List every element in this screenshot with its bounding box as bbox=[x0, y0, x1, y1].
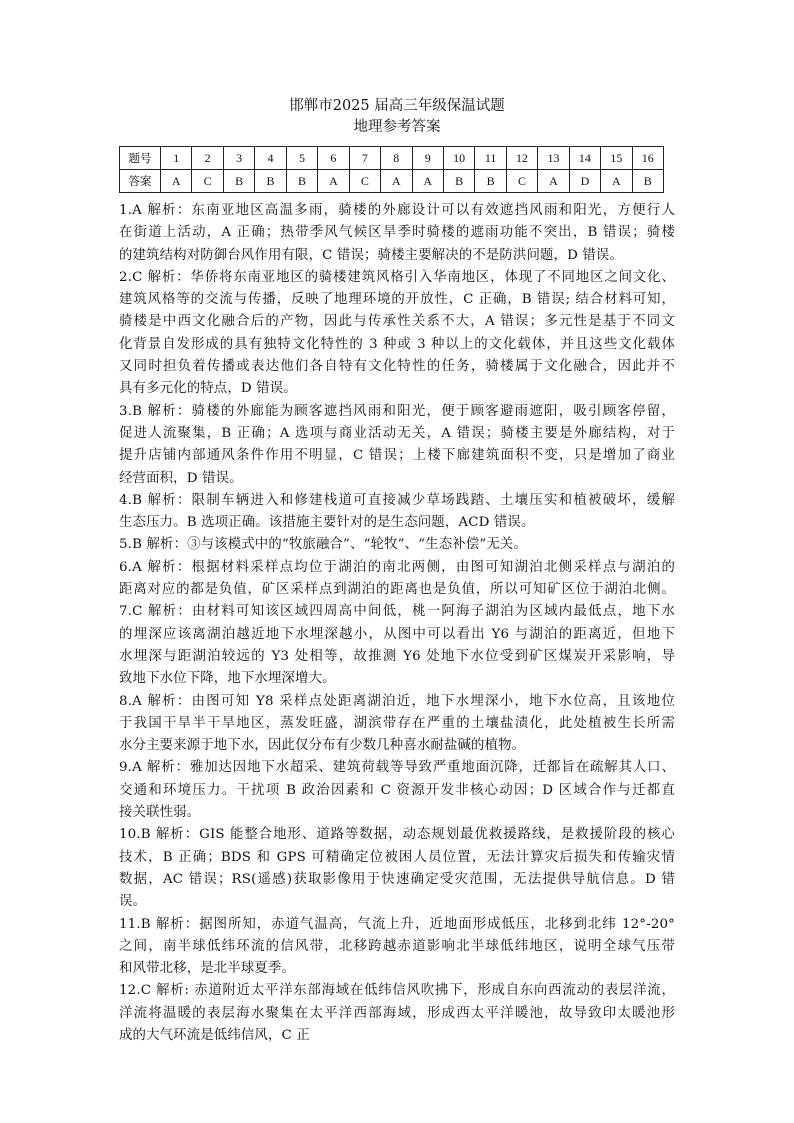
explanation-line: 4.B 解析：限制车辆进入和修建栈道可直接减少草场践踏、土壤压实和植被破坏，缓解 bbox=[119, 492, 675, 508]
question-number-cell: 9 bbox=[412, 147, 443, 170]
question-number-cell: 5 bbox=[286, 147, 317, 170]
row-label-question: 题号 bbox=[120, 147, 161, 170]
page-subtitle: 地理参考答案 bbox=[353, 119, 441, 135]
explanation-line: 于我国干旱半干旱地区，蒸发旺盛，湖滨带存在严重的土壤盐渍化，此处植被生长所需 bbox=[119, 715, 675, 731]
question-number-cell: 4 bbox=[255, 147, 286, 170]
explanation-line: 水埋深与距湖泊较远的 Y3 处相等，故推测 Y6 处地下水位受到矿区煤炭开采影响，导 bbox=[119, 648, 675, 664]
explanation-line: 3.B 解析：骑楼的外廊能为顾客遮挡风雨和阳光，便于顾客避雨遮阳，吸引顾客停留， bbox=[119, 403, 675, 419]
explanation-line: 致地下水位下降，地下水埋深增大。 bbox=[119, 671, 336, 687]
explanation-line: 生态压力。B 选项正确。该措施主要针对的是生态问题，ACD 错误。 bbox=[119, 515, 535, 531]
answer-cell: B bbox=[286, 170, 317, 193]
question-number-cell: 12 bbox=[506, 147, 537, 170]
answer-row bbox=[120, 170, 664, 193]
explanation-line: 数据，AC 错误；RS(遥感)获取影像用于快速确定受灾范围，无法提供导航信息。D 错 bbox=[119, 871, 675, 887]
answer-explanations bbox=[119, 200, 675, 1047]
answer-cell: A bbox=[538, 170, 569, 193]
answer-cell: B bbox=[632, 170, 663, 193]
question-number-cell: 13 bbox=[538, 147, 569, 170]
explanation-line: 成的大气环流是低纬信风，C 正 bbox=[119, 1027, 310, 1043]
explanation-line: 距离对应的都是负值，矿区采样点到湖泊的距离也是负值，所以可知矿区位于湖泊北侧。 bbox=[119, 582, 675, 598]
answer-cell: A bbox=[318, 170, 349, 193]
explanation-line: 具有多元化的特点，D 错误。 bbox=[119, 381, 297, 397]
question-number-cell: 2 bbox=[192, 147, 223, 170]
explanation-line: 在街道上活动，A 正确；热带季风气候区旱季时骑楼的遮雨功能不突出，B 错误；骑楼 bbox=[119, 225, 675, 241]
explanation-line: 的建筑结构对防御台风作用有限，C 错误；骑楼主要解决的不是防洪问题，D 错误。 bbox=[119, 247, 624, 263]
question-number-row bbox=[120, 147, 664, 170]
question-number-cell: 11 bbox=[475, 147, 506, 170]
explanation-line: 的埋深应该离湖泊越近地下水埋深越小，从图中可以看出 Y6 与湖泊的距离近，但地下 bbox=[119, 626, 675, 642]
question-number-cell: 10 bbox=[443, 147, 474, 170]
explanation-line: 9.A 解析：雅加达因地下水超采、建筑荷载等导致严重地面沉降，迁都旨在疏解其人口、 bbox=[119, 760, 675, 776]
explanation-line: 12.C 解析: 赤道附近太平洋东部海域在低纬信风吹拂下，形成自东向西流动的表层洋流， bbox=[119, 983, 675, 999]
explanation-line: 10.B 解析：GIS 能整合地形、道路等数据，动态规划最优救援路线，是救援阶段的核心 bbox=[119, 827, 675, 843]
explanation-line: 骑楼是中西文化融合后的产物，因此与传承性关系不大，A 错误；多元性是基于不同文 bbox=[119, 314, 675, 330]
answer-cell: B bbox=[223, 170, 254, 193]
answer-cell: A bbox=[412, 170, 443, 193]
question-number-cell: 16 bbox=[632, 147, 663, 170]
question-number-cell: 1 bbox=[161, 147, 192, 170]
question-number-cell: 7 bbox=[349, 147, 380, 170]
question-number-cell: 3 bbox=[223, 147, 254, 170]
answer-cell: A bbox=[601, 170, 632, 193]
explanation-line: 又同时担负着传播或表达他们各自特有文化特性的任务，骑楼属于文化融合，因此并不 bbox=[119, 359, 675, 375]
explanation-line: 化背景自发形成的具有独特文化特性的 3 种或 3 种以上的文化载体，并且这些文化载体 bbox=[119, 336, 675, 352]
explanation-line: 1.A 解析：东南亚地区高温多雨，骑楼的外廊设计可以有效遮挡风雨和阳光，方便行人 bbox=[119, 203, 675, 218]
explanation-line: 促进人流聚集，B 正确；A 选项与商业活动无关，A 错误；骑楼主要是外廊结构，对于 bbox=[119, 425, 675, 441]
answer-table bbox=[119, 146, 664, 193]
answer-cell: B bbox=[443, 170, 474, 193]
explanation-line: 水分主要来源于地下水，因此仅分布有少数几种喜水耐盐碱的植物。 bbox=[119, 738, 526, 754]
answer-cell: B bbox=[475, 170, 506, 193]
explanation-line: 误。 bbox=[119, 894, 147, 910]
question-number-cell: 6 bbox=[318, 147, 349, 170]
answer-cell: C bbox=[192, 170, 223, 193]
explanation-line: 经营面积，D 错误。 bbox=[119, 470, 243, 486]
explanation-line: 11.B 解析：据图所知，赤道气温高，气流上升，近地面形成低压，北移到北纬 12°-20° bbox=[119, 916, 675, 932]
question-number-cell: 14 bbox=[569, 147, 600, 170]
explanation-line: 提升店铺内部通风条件作用不明显，C 错误；上楼下廊建筑面积不变，只是增加了商业 bbox=[119, 448, 675, 464]
answer-cell: B bbox=[255, 170, 286, 193]
answer-cell: A bbox=[161, 170, 192, 193]
explanation-line: 6.A 解析：根据材料采样点均位于湖泊的南北两侧，由图可知湖泊北侧采样点与湖泊的 bbox=[119, 559, 675, 575]
explanation-line: 和风带北移，是北半球夏季。 bbox=[119, 961, 296, 977]
explanation-line: 建筑风格等的交流与传播，反映了地理环境的开放性，C 正确，B 错误; 结合材料可知， bbox=[119, 292, 675, 308]
explanation-line: 之间，南半球低纬环流的信风带，北移跨越赤道影响北半球低纬地区，说明全球气压带 bbox=[119, 938, 675, 954]
explanation-line: 2.C 解析：华侨将东南亚地区的骑楼建筑风格引入华南地区，体现了不同地区之间文化、 bbox=[119, 269, 675, 285]
explanation-line: 洋流将温暖的表层海水聚集在太平洋西部海域，形成西太平洋暖池，故导致印太暖池形 bbox=[119, 1005, 675, 1021]
row-label-answer: 答案 bbox=[120, 170, 161, 193]
explanation-line: 接关联性弱。 bbox=[119, 805, 201, 821]
answer-cell: A bbox=[381, 170, 412, 193]
answer-cell: C bbox=[349, 170, 380, 193]
explanation-line: 7.C 解析：由材料可知该区域四周高中间低，桃一阿海子湖泊为区域内最低点，地下水 bbox=[119, 604, 675, 620]
question-number-cell: 8 bbox=[381, 147, 412, 170]
answer-cell: C bbox=[506, 170, 537, 193]
explanation-line: 5.B 解析：③与该模式中的“牧旅融合”、“轮牧”、“生态补偿”无关。 bbox=[119, 537, 527, 553]
answer-cell: D bbox=[569, 170, 600, 193]
explanation-line: 技术，B 正确；BDS 和 GPS 可精确定位被困人员位置，无法计算灾后损失和传输灾情 bbox=[119, 849, 675, 865]
page-title: 邯郸市2025 届高三年级保温试题 bbox=[289, 98, 505, 114]
explanation-line: 8.A 解析：由图可知 Y8 采样点处距离湖泊近，地下水埋深小，地下水位高，且该地位 bbox=[119, 693, 675, 709]
question-number-cell: 15 bbox=[601, 147, 632, 170]
explanation-line: 交通和环境压力。干扰项 B 政治因素和 C 资源开发非核心动因；D 区域合作与迁都直 bbox=[119, 782, 675, 798]
